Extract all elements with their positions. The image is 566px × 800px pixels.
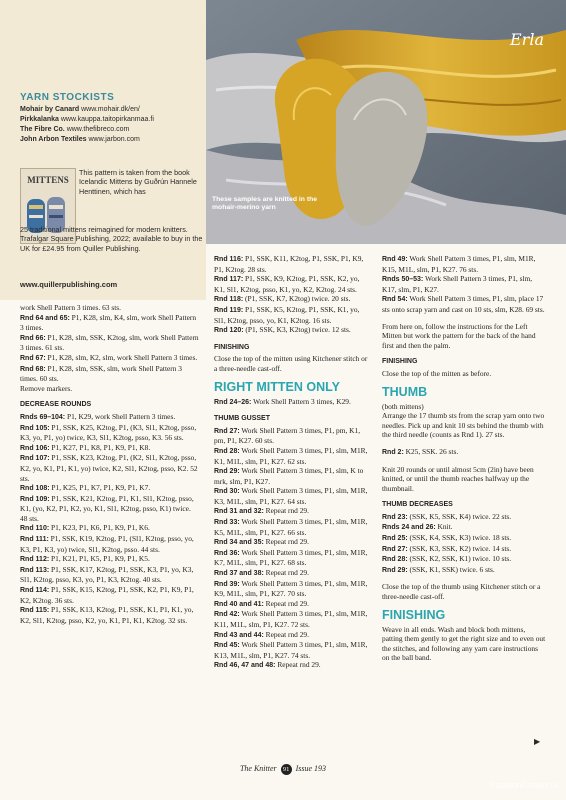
instruction-line xyxy=(214,579,372,599)
spacer xyxy=(20,393,200,400)
instruction-text: Close the top of the mitten as before. xyxy=(382,368,492,378)
instruction-text: (both mittens) xyxy=(382,401,424,411)
instruction-line xyxy=(20,364,200,384)
instruction-line xyxy=(214,537,372,548)
instruction-text: (SSK, K1, SSK) twice. 6 sts. xyxy=(407,564,495,574)
round-label: Rnd 68: xyxy=(20,365,46,373)
watermark: PassionForum.ru xyxy=(489,780,558,790)
instruction-line xyxy=(20,423,200,443)
book-blurb xyxy=(20,168,203,253)
stockist-line xyxy=(20,125,129,134)
instruction-text: P1, SSK, K11, K2tog, P1, SSK, P1, K9, P1, K2tog. 28 sts. xyxy=(214,254,364,274)
instruction-line xyxy=(214,506,372,517)
instruction-line xyxy=(214,640,372,660)
major-heading: FINISHING xyxy=(382,607,446,622)
instruction-text: Work Shell Pattern 3 times, P1, slm, K to mrk, slm, P1, K27. xyxy=(214,466,364,486)
instruction-text: Repeat rnd 29. xyxy=(263,598,309,608)
round-label: Rnd 114: xyxy=(20,587,50,595)
pattern-title: Erla xyxy=(510,30,544,49)
stockists-title: YARN STOCKISTS xyxy=(20,92,115,103)
instruction-text: Work Shell Pattern 3 times, P1, pm, K1, pm, P1, K27. 60 sts. xyxy=(214,425,361,446)
instruction-line xyxy=(214,630,372,641)
instruction-text: P1, SSK, K5, K2tog, P1, SSK, K1, yo, Sl1, K2tog, psso, yo, K1, K2tog. 16 sts. xyxy=(214,304,360,325)
stockist-name: Mohair by Canard xyxy=(20,106,80,113)
round-label: Rnd 27: xyxy=(382,545,408,553)
round-label: Rnd 120: xyxy=(214,327,244,335)
instruction-text: P1, K28, slm, K2, slm, work Shell Pattern 3 times. xyxy=(45,352,198,362)
instruction-line xyxy=(214,568,372,579)
instruction-line xyxy=(214,354,372,373)
instruction-line xyxy=(382,274,547,294)
instruction-text: P1, K29, work Shell Pattern 3 times. xyxy=(65,411,176,421)
instruction-text: Knit. xyxy=(435,522,453,532)
round-label: Rnd 40 and 41: xyxy=(214,600,264,608)
photo-caption: These samples are knitted in the mohair-merino yarn xyxy=(212,196,318,212)
instruction-line xyxy=(214,548,372,568)
instruction-text: P1, K28, slm, SSK, K2tog, slm, work Shell Pattern 3 times. 61 sts. xyxy=(20,332,199,353)
instruction-text: P1, K28, slm, SSK, slm, work Shell Pattern 3 times. 60 sts. xyxy=(20,363,182,384)
round-label: Rnd 113: xyxy=(20,566,50,574)
stockist-line xyxy=(20,115,154,124)
instruction-text: P1, K21, P1, K5, P1, K9, P1, K5. xyxy=(49,554,150,564)
spacer xyxy=(382,575,547,582)
instruction-line xyxy=(20,585,200,605)
instruction-text: P1, K23, P1, K6, P1, K9, P1, K6. xyxy=(49,523,150,533)
round-label: Rnd 39: xyxy=(214,580,240,588)
page-footer xyxy=(0,764,566,775)
instruction-text: P1, SSK, K15, K2tog, P1, SSK, K2, P1, K9, P1, K2, K2tog. 36 sts. xyxy=(20,585,194,605)
instruction-line xyxy=(382,512,547,523)
instruction-line xyxy=(214,305,372,325)
section-heading: THUMB DECREASES xyxy=(382,501,453,509)
round-label: Rnds 69–104: xyxy=(20,413,66,421)
stockist-url[interactable]: www.mohair.dk/en/ xyxy=(81,106,140,113)
round-label: Rnd 25: xyxy=(382,535,408,543)
instruction-line xyxy=(382,533,547,544)
round-label: Rnd 29: xyxy=(214,468,240,476)
instruction-line xyxy=(214,294,372,305)
instruction-line xyxy=(382,254,547,274)
instruction-line xyxy=(382,411,547,440)
instruction-text: P1, SSK, K13, K2tog, P1, SSK, K1, P1, K1, yo, K2, Sl1, K2tog, psso, K2, yo, K1, P1, K1, K2tog. 32 sts. xyxy=(20,605,194,625)
instruction-text: Work Shell Pattern 3 times, P1, slm, M1R, K7, M1L, slm, P1, K27. 68 sts. xyxy=(214,547,368,568)
round-label: Rnd 24–26: xyxy=(214,398,252,406)
instruction-line xyxy=(20,384,200,394)
instruction-line xyxy=(214,466,372,486)
instruction-line xyxy=(382,582,547,601)
instruction-text: Close the top of the mitten using Kitchener stitch or a three-needle cast-off. xyxy=(214,354,368,373)
instruction-line xyxy=(20,443,200,454)
round-label: Rnd 112: xyxy=(20,556,50,564)
instruction-text: Work Shell Pattern 3 times, P1, slm, M1R, K11, M1L, slm, P1, K27. 72 sts. xyxy=(214,609,368,629)
text-column-1 xyxy=(20,303,200,625)
instruction-text: P1, SSK, K9, K2tog, P1, SSK, K2, yo, K1, Sl1, K2tog, psso, K1, yo, K2, K2tog. 24 sts. xyxy=(214,274,360,294)
round-label: Rnd 46, 47 and 48: xyxy=(214,662,276,670)
section-heading: DECREASE ROUNDS xyxy=(20,401,92,409)
instruction-text: (SSK, K3, SSK, K2) twice. 14 sts. xyxy=(407,543,512,553)
stockist-name: John Arbon Textiles xyxy=(20,136,87,143)
instruction-line xyxy=(382,294,547,314)
round-label: Rnd 36: xyxy=(214,549,240,557)
spacer xyxy=(214,407,372,414)
instruction-text: (SSK, K5, SSK, K4) twice. 22 sts. xyxy=(407,511,512,521)
round-label: Rnd 116: xyxy=(214,256,244,263)
instruction-text: Work Shell Pattern 3 times, P1, slm, M1R, K3, M1L, slm, P1, K27. 64 sts. xyxy=(214,486,368,506)
page-number: 91 xyxy=(281,764,292,775)
round-label: Rnd 64 and 65: xyxy=(20,314,70,322)
round-label: Rnd 110: xyxy=(20,525,50,533)
round-label: Rnd 119: xyxy=(214,306,244,314)
round-label: Rnd 34 and 35: xyxy=(214,539,264,547)
instruction-line xyxy=(382,544,547,555)
instruction-text: Repeat rnd 29. xyxy=(263,537,309,547)
round-label: Rnds 24 and 26: xyxy=(382,524,436,532)
round-label: Rnd 117: xyxy=(214,276,244,284)
instruction-text: Work Shell Pattern 3 times, P1, slm, place 17 sts onto scrap yarn and cast on 10 sts, slm, K28. 69 sts. xyxy=(382,294,545,314)
instruction-line xyxy=(20,605,200,625)
instruction-line xyxy=(214,274,372,294)
section-heading: FINISHING xyxy=(382,358,418,366)
instruction-line xyxy=(214,486,372,506)
instruction-text: Arrange the 17 thumb sts from the scrap yarn onto two needles. Pick up and knit 10 sts behind the thumb with the third needle (counts as Rnd 1). 27 sts. xyxy=(382,411,545,440)
round-label: Rnd 54: xyxy=(382,296,408,304)
instruction-line xyxy=(382,402,547,412)
text-column-3 xyxy=(382,254,547,663)
stockist-name: The Fibre Co. xyxy=(20,126,65,133)
round-label: Rnd 28: xyxy=(214,447,240,455)
stockist-line xyxy=(20,105,140,114)
instruction-line xyxy=(20,412,200,423)
stockist-name: Pirkkalanka xyxy=(20,116,59,123)
book-blurb-tail: 25 traditional mittens reimagined for modern knitters. Trafalgar Square Publishing, 2022; available to buy in the UK for £24.95 from Quiller Publishing. xyxy=(20,225,203,253)
publisher-link[interactable]: www.quillerpublishing.com xyxy=(20,280,118,289)
instruction-line xyxy=(382,522,547,533)
instruction-text: P1, SSK, K19, K2tog, P1, (Sl1, K2tog, psso, yo, K3, P1, K3, yo) twice, Sl1, K2tog, psso. 44 sts. xyxy=(20,534,194,554)
round-label: Rnd 30: xyxy=(214,488,240,496)
spacer xyxy=(382,458,547,465)
spacer xyxy=(382,315,547,322)
instruction-line xyxy=(20,333,200,353)
instruction-text: Remove markers. xyxy=(20,383,73,393)
instruction-text: Repeat rnd 29. xyxy=(263,629,309,639)
round-label: Rnd 67: xyxy=(20,354,46,362)
instruction-line xyxy=(214,254,372,274)
instruction-text: P1, SSK, K17, K2tog, P1, SSK, K3, P1, yo, K3, Sl1, K2tog, psso, K3, yo, P1, K3, K2tog. 40 sts. xyxy=(20,564,194,585)
round-label: Rnd 31 and 32: xyxy=(214,508,264,516)
instruction-text: K25, SSK. 26 sts. xyxy=(403,446,459,456)
instruction-text: Work Shell Pattern 3 times, P1, slm, M1R, K13, M1L, slm, P1, K27. 74 sts. xyxy=(214,640,368,660)
book-cover-title: MITTENS xyxy=(27,175,69,185)
instruction-text: Knit 20 rounds or until almost 5cm (2in) have been knitted, or until the thumb reaches halfway up the thumbnail. xyxy=(382,464,534,493)
instruction-line xyxy=(20,565,200,585)
round-label: Rnd 33: xyxy=(214,519,240,527)
round-label: Rnd 2: xyxy=(382,448,404,456)
major-heading: RIGHT MITTEN ONLY xyxy=(214,379,340,394)
instruction-text: Work Shell Pattern 3 times, P1, slm, M1R, K5, M1L, slm, P1, K27. 66 sts. xyxy=(214,517,368,537)
issue-number: Issue 193 xyxy=(295,764,327,773)
instruction-text: Repeat rnd 29. xyxy=(263,506,309,516)
instruction-text: (P1, SSK, K7, K2tog) twice. 20 sts. xyxy=(243,294,351,304)
section-heading: THUMB GUSSET xyxy=(214,415,270,423)
instruction-line xyxy=(20,523,200,534)
instruction-line xyxy=(382,465,547,494)
round-label: Rnd 107: xyxy=(20,455,50,463)
book-blurb-text: This pattern is taken from the book Icelandic Mittens by Guðrún Hannele Henttinen, which has xyxy=(79,168,197,196)
round-label: Rnd 66: xyxy=(20,334,46,342)
round-label: Rnd 28: xyxy=(382,556,408,564)
instruction-text: P1, SSK, K21, K2tog, P1, K1, Sl1, K2tog, psso, K1, (yo, K2, P1, K2, yo, K1, Sl1, K2tog, psso, K1) twice. 48 sts. xyxy=(20,493,194,523)
instruction-line xyxy=(20,353,200,364)
instruction-line xyxy=(20,453,200,483)
instruction-text: work Shell Pattern 3 times. 63 sts. xyxy=(20,303,122,312)
instruction-text: Repeat rnd 29. xyxy=(263,568,309,578)
round-label: Rnd 27: xyxy=(214,427,240,435)
instruction-text: Work Shell Pattern 3 times, P1, slm, M1R, K9, M1L, slm, P1, K27. 70 sts. xyxy=(214,578,368,599)
instruction-line xyxy=(382,554,547,565)
instruction-line xyxy=(214,446,372,466)
spacer xyxy=(214,336,372,343)
round-label: Rnd 37 and 38: xyxy=(214,570,264,578)
section-heading: FINISHING xyxy=(214,343,250,351)
instruction-line xyxy=(214,609,372,629)
instruction-text: P1, SSK, K23, K2tog, P1, (K2, Sl1, K2tog, psso, K2, yo, K1, P1, K1, yo) twice, K2, Sl1, K2tog, psso, K2. 52 sts. xyxy=(20,453,198,483)
instruction-line xyxy=(20,313,200,333)
spacer xyxy=(382,493,547,500)
round-label: Rnd 111: xyxy=(20,536,49,544)
round-label: Rnd 42: xyxy=(214,611,240,619)
instruction-line xyxy=(382,322,547,351)
round-label: Rnd 29: xyxy=(382,566,408,574)
stockist-line xyxy=(20,135,140,144)
spacer xyxy=(382,440,547,447)
instruction-line xyxy=(214,426,372,446)
instruction-text: Close the top of the thumb using Kitchener stitch or a three-needle cast-off. xyxy=(382,582,541,602)
instruction-line xyxy=(214,517,372,537)
instruction-line xyxy=(214,397,372,408)
round-label: Rnd 115: xyxy=(20,607,50,615)
round-label: Rnd 108: xyxy=(20,485,50,493)
instruction-text: (P1, SSK, K3, K2tog) twice. 12 sts. xyxy=(243,325,351,335)
instruction-text: Repeat rnd 29. xyxy=(275,660,321,670)
text-column-2 xyxy=(214,254,372,671)
round-label: Rnd 45: xyxy=(214,642,240,650)
continue-arrow-icon: ▶ xyxy=(534,737,541,746)
instruction-text: (SSK, K2, SSK, K1) twice. 10 sts. xyxy=(407,554,512,564)
magazine-name: The Knitter xyxy=(239,764,277,773)
instruction-text: Work Shell Pattern 3 times, P1, slm, K17, slm, P1, K27. xyxy=(382,274,533,294)
instruction-line xyxy=(382,447,547,458)
instruction-text: (SSK, K4, SSK, K3) twice. 18 sts. xyxy=(407,533,512,543)
instruction-text: Work Shell Pattern 3 times, P1, slm, M1R, K15, M1L, slm, P1, K27. 76 sts. xyxy=(382,254,536,274)
instruction-line xyxy=(20,554,200,565)
instruction-line xyxy=(382,565,547,576)
instruction-line xyxy=(214,325,372,336)
round-label: Rnd 109: xyxy=(20,495,50,503)
instruction-text: P1, K27, P1, K8, P1, K9, P1, K8. xyxy=(49,442,151,452)
instruction-line xyxy=(20,483,200,494)
yarn-stockists-box xyxy=(0,0,206,300)
stockist-url[interactable]: www.kauppa.taitopirkanmaa.fi xyxy=(60,116,154,123)
instruction-text: Work Shell Pattern 3 times, K29. xyxy=(251,396,351,406)
instruction-line xyxy=(20,534,200,554)
instruction-line xyxy=(214,660,372,671)
round-label: Rnd 49: xyxy=(382,256,408,263)
instruction-line xyxy=(20,303,200,313)
instruction-text: Weave in all ends. Wash and block both mittens, patting them gently to get the right size and to even out the stitches, and following any yarn care instructions on the ball band. xyxy=(382,624,546,663)
instruction-text: P1, SSK, K25, K2tog, P1, (K3, Sl1, K2tog, psso, K3, yo, P1, yo) twice, K3, Sl1, K2tog, psso, K3. 56 sts. xyxy=(20,422,197,443)
instruction-line xyxy=(214,599,372,610)
instruction-line xyxy=(382,625,547,663)
instruction-text: From here on, follow the instructions for the Left Mitten but work the pattern for the back of the hand first and then the palm. xyxy=(382,321,536,350)
stockist-url[interactable]: www.jarbon.com xyxy=(88,136,140,143)
instruction-text: P1, K28, slm, K4, slm, work Shell Pattern 3 times. xyxy=(20,312,197,333)
round-label: Rnd 106: xyxy=(20,444,50,452)
round-label: Rnds 50–53: xyxy=(382,276,424,284)
instruction-line xyxy=(382,369,547,379)
round-label: Rnd 23: xyxy=(382,513,408,521)
round-label: Rnd 118: xyxy=(214,296,244,304)
round-label: Rnd 43 and 44: xyxy=(214,631,264,639)
instruction-text: Work Shell Pattern 3 times, P1, slm, M1R, K1, M1L, slm, P1, K27. 62 sts. xyxy=(214,445,368,466)
instruction-line xyxy=(20,494,200,524)
stockist-url[interactable]: www.thefibreco.com xyxy=(66,126,130,133)
instruction-text: P1, K25, P1, K7, P1, K9, P1, K7. xyxy=(49,483,151,493)
major-heading: THUMB xyxy=(382,384,428,399)
round-label: Rnd 105: xyxy=(20,424,50,432)
spacer xyxy=(382,350,547,357)
